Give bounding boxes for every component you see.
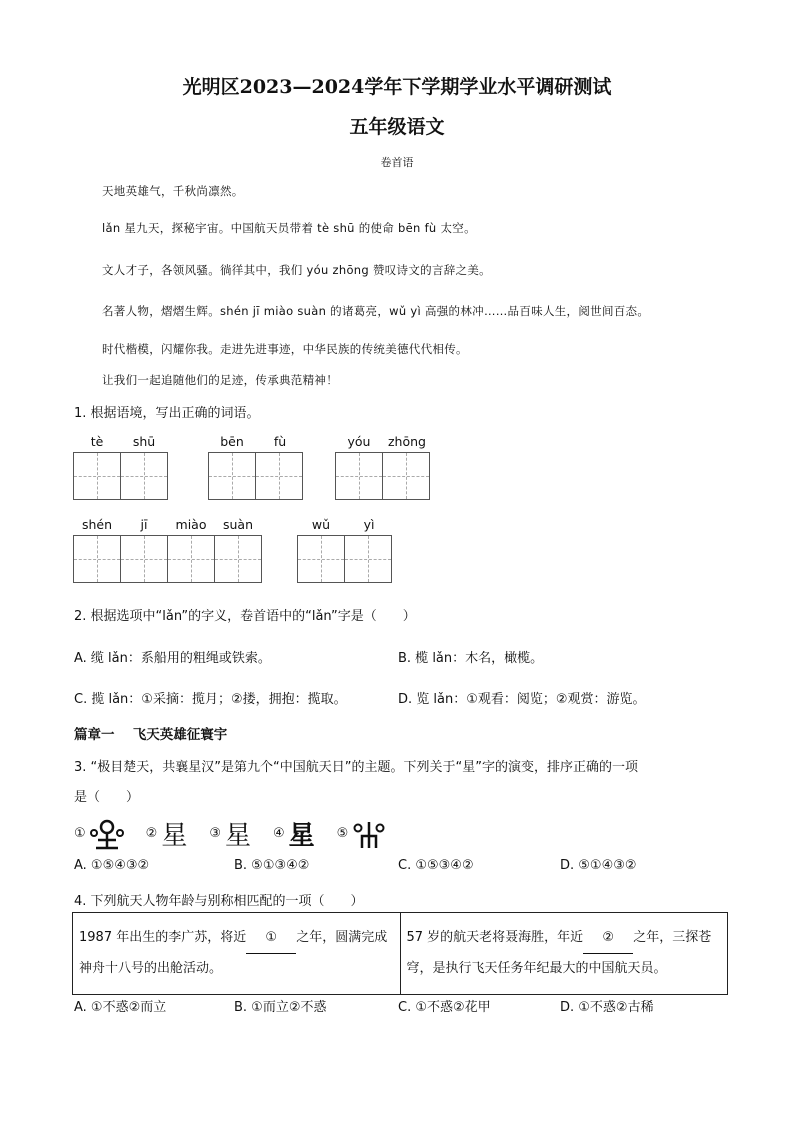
question-3-stem: 3. “极目楚天，共襄星汉”是第九个“中国航天日”的主题。下列关于“星”字的演变，排序正确的一项 [74,760,638,775]
writing-cell[interactable] [73,452,121,500]
writing-grid-shenjimiaosuan[interactable] [73,535,261,583]
writing-cell[interactable] [214,535,262,583]
pinyin-label: tè [90,434,104,449]
page-subtitle: 五年级语文 [349,116,445,138]
writing-cell[interactable] [120,452,168,500]
clerical-star-glyph: 星 [288,821,315,851]
option-b[interactable]: B. 榄 lǎn：木名，橄榄。 [398,651,544,666]
writing-cell[interactable] [120,535,168,583]
section-heading: 篇章一 飞天英雄征寰宇 [74,727,228,743]
info-text: 1987 年出生的李广苏，将近 [79,930,247,945]
writing-cell[interactable] [208,452,256,500]
epigraph-line: 文人才子，各领风骚。徜徉其中，我们 yóu zhōng 赞叹诗文的言辞之美。 [102,263,491,277]
question-4-stem: 4. 下列航天人物年龄与别称相匹配的一项（ ） [74,894,364,909]
option-d[interactable]: D. ①不惑②古稀 [560,1000,654,1015]
seal-star-glyph: 星 [161,821,188,851]
pinyin-label: yì [363,517,375,532]
writing-cell[interactable] [73,535,121,583]
option-c[interactable]: C. ①⑤③④② [398,858,474,873]
info-text: 之年，圆满完成神舟十八号的出舱活动。 [79,930,388,976]
page-title: 光明区2023—2024学年下学期学业水平调研测试 [182,76,612,98]
pinyin-label: zhōng [388,434,426,449]
glyph-evolution-row [74,815,408,852]
option-a[interactable]: A. 缆 lǎn：系船用的粗绳或铁索。 [74,651,271,666]
glyph-item [146,815,188,852]
epigraph-heading: 卷首语 [380,156,414,169]
glyph-item [74,818,124,850]
writing-cell[interactable] [297,535,345,583]
epigraph-line: 时代楷模，闪耀你我。走进先进事迹，中华民族的传统美德代代相传。 [102,342,468,356]
writing-grid-benfu[interactable] [208,452,302,500]
option-d[interactable]: D. ⑤①④③② [560,858,637,873]
pinyin-label: jī [140,517,148,532]
glyph-number: ① [74,826,86,841]
epigraph-line: 让我们一起追随他们的足迹，传承典范精神！ [102,373,338,387]
glyph-number: ② [145,826,158,841]
writing-grid-youzhong[interactable] [335,452,429,500]
info-text: 之年，三探苍穹，是执行飞天任务年纪最大的中国航天员。 [406,930,712,976]
writing-cell[interactable] [382,452,430,500]
epigraph-line: lǎn 星九天，探秘宇宙。中国航天员带着 tè shū 的使命 bēn fù 太空。 [102,221,476,235]
pinyin-label: yóu [347,434,371,449]
pinyin-label: shū [132,434,156,449]
option-b[interactable]: B. ⑤①③④② [234,858,310,873]
glyph-item [273,815,315,852]
info-cell-right [400,913,728,995]
question-2-stem: 2. 根据选项中“lǎn”的字义，卷首语中的“lǎn”字是（ ） [74,609,416,624]
epigraph-line: 名著人物，熠熠生辉。shén jī miào suàn 的诸葛亮，wǔ yì 高强的林冲……品百味人生，阅世间百态。 [102,304,650,318]
writing-grid-wuyi[interactable] [297,535,391,583]
glyph-number: ⑤ [336,826,349,841]
writing-cell[interactable] [335,452,383,500]
option-c[interactable]: C. ①不惑②花甲 [398,1000,491,1015]
glyph-number: ④ [273,826,285,841]
question-1-stem: 1. 根据语境，写出正确的词语。 [74,406,260,421]
option-d[interactable]: D. 览 lǎn：①观看：阅览；②观赏：游览。 [398,692,646,707]
pinyin-label: wǔ [311,517,331,532]
info-table [72,912,728,995]
info-cell-left [73,913,401,995]
info-text: 57 岁的航天老将聂海胜，年近 [406,930,584,945]
option-a[interactable]: A. ①不惑②而立 [74,1000,167,1015]
pinyin-label: bēn [220,434,244,449]
glyph-item [209,815,251,852]
question-3-stem-cont: 是（ ） [74,790,140,805]
glyph-number: ③ [209,826,221,841]
pinyin-label: shén [81,517,113,532]
pinyin-label: fù [273,434,287,449]
writing-cell[interactable] [255,452,303,500]
writing-grid-teshu[interactable] [73,452,167,500]
option-c[interactable]: C. 揽 lǎn：①采摘：揽月；②搂，拥抱：揽取。 [74,692,347,707]
bronze-star-glyph-icon [352,818,386,850]
oracle-star-glyph-icon [90,818,124,850]
answer-blank-1[interactable]: ① [246,923,296,954]
pinyin-label: miào [175,517,207,532]
epigraph-line: 天地英雄气，千秋尚凛然。 [102,184,244,198]
option-a[interactable]: A. ①⑤④③② [74,858,150,873]
pinyin-label: suàn [222,517,254,532]
writing-cell[interactable] [167,535,215,583]
regular-star-glyph: 星 [224,821,251,851]
option-b[interactable]: B. ①而立②不惑 [234,1000,327,1015]
glyph-item [337,818,387,850]
writing-cell[interactable] [344,535,392,583]
answer-blank-2[interactable]: ② [583,923,633,954]
